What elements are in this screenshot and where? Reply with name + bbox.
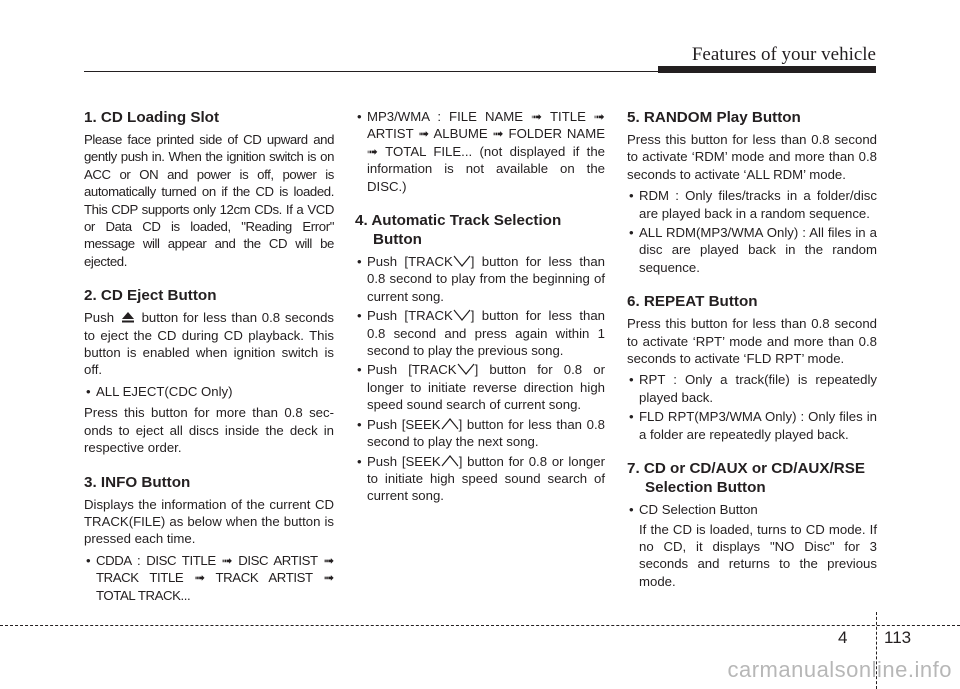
section-automatic-track-selection [355, 211, 605, 505]
bullet-list [627, 371, 877, 443]
column-2 [355, 108, 605, 521]
column-3 [627, 108, 877, 606]
text: button for less than 0.8 seconds to eject the CD during CD playback. This button is enabled when ignition switch is off. [84, 310, 334, 378]
list-item [355, 453, 605, 505]
text: Push [SEEK [367, 416, 441, 432]
section-random-play [627, 108, 877, 276]
list-item-body: If the CD is loaded, turns to CD mode. If no CD, it displays "NO Disc" for 3 seconds and returns to the previous mode. [639, 521, 877, 589]
paragraph: Displays the information of the current CD TRACK(FILE) as below when the button is pressed each time. [84, 496, 334, 547]
text: Push [TRACK [367, 254, 453, 270]
section-heading: 5. RANDOM Play Button [627, 109, 801, 126]
list-item [355, 416, 605, 451]
section-info-continued [355, 108, 605, 195]
text: ] button for 0.8 or longer to initiate high speed sound search of current song. [367, 453, 605, 504]
paragraph: Press this button for less than 0.8 second to activate ‘RPT’ mode and more than 0.8 seconds to activate ‘FLD RPT’ mode. [627, 316, 877, 367]
list-item: • FLD RPT(MP3/WMA Only) : Only files in a folder are repeatedly played back. [627, 408, 877, 443]
watermark: carmanualsonline.info [727, 657, 952, 682]
chevron-up-icon [441, 416, 459, 433]
section-heading: 4. Automatic Track Selection Button [355, 212, 562, 249]
section-cd-eject-button [84, 286, 334, 456]
section-cd-loading-slot [84, 108, 334, 270]
paragraph: Press this button for less than 0.8 second to activate ‘RDM’ mode and more than 0.8 seconds to activate ‘ALL RDM’ mode. [627, 132, 877, 182]
section-cd-selection [627, 459, 877, 590]
bullet-list [84, 552, 334, 604]
text: ] button for less than 0.8 second and press again within 1 second to play the previous song. [367, 308, 605, 359]
running-header: Features of your vehicle [691, 44, 876, 65]
chevron-down-icon [453, 307, 471, 324]
text: ] button for 0.8 or longer to initiate reverse direction high speed sound search of current song. [367, 362, 605, 413]
section-heading: 2. CD Eject Button [84, 287, 217, 305]
paragraph: Please face printed side of CD upward and gently push in. When the ignition switch is on ACC or ON and power is off, power is automatically turned on if the CD is loaded. This CDP supports only 12cm CDs. If a VCD or Data CD is loaded, "Reading Error" message will appear and the CD will be ejected. [84, 132, 334, 269]
column-1 [84, 108, 334, 620]
chapter-number: 4 [838, 628, 848, 647]
list-item: • ALL RDM(MP3/WMA Only) : All files in a disc are played back in the random sequence. [627, 224, 877, 276]
header-rule [84, 71, 876, 72]
section-heading: 3. INFO Button [84, 473, 191, 491]
bullet-list [84, 383, 334, 400]
footer-rule [0, 625, 960, 627]
chevron-down-icon [457, 361, 475, 378]
section-heading: 7. CD or CD/AUX or CD/AUX/RSE Selection Button [627, 460, 865, 497]
section-heading: 6. REPEAT Button [627, 293, 758, 311]
list-item: • MP3/WMA : FILE NAME ➟ TITLE ➟ ARTIST ➟ ALBUME ➟ FOLDER NAME ➟ TOTAL FILE... (not displayed if the information is not available on the DISC.) [355, 108, 605, 195]
bullet-list [355, 253, 605, 505]
section-repeat [627, 292, 877, 443]
bullet-list [355, 108, 605, 195]
paragraph: Press this button for more than 0.8 sec-onds to eject all discs inside the deck in respective order. [84, 405, 334, 456]
section-heading: 1. CD Loading Slot [84, 109, 219, 126]
eject-icon [119, 309, 137, 326]
chevron-up-icon [441, 453, 459, 470]
text: ] button for less than 0.8 second to play the next song. [367, 416, 605, 450]
list-item [355, 253, 605, 305]
section-info-button [84, 473, 334, 604]
text: ] button for less than 0.8 second to play from the beginning of current song. [367, 254, 605, 304]
text: Push [SEEK [367, 453, 441, 469]
text: Push [TRACK [367, 362, 457, 378]
text: Push [TRACK [367, 308, 453, 324]
list-item: • RPT : Only a track(file) is repeatedly played back. [627, 371, 877, 406]
list-item: • CD Selection Button [627, 501, 877, 518]
list-item: • RDM : Only files/tracks in a folder/disc are played back in a random sequence. [627, 187, 877, 222]
text: Push [84, 310, 115, 326]
list-item [355, 307, 605, 359]
paragraph [84, 309, 334, 379]
bullet-list [627, 187, 877, 276]
list-item: • CDDA : DISC TITLE ➟ DISC ARTIST ➟ TRACK TITLE ➟ TRACK ARTIST ➟ TOTAL TRACK... [84, 552, 334, 604]
bullet-list [627, 501, 877, 590]
list-item [355, 361, 605, 413]
list-item: • ALL EJECT(CDC Only) [84, 383, 334, 400]
chevron-down-icon [453, 253, 471, 270]
page-number: 113 [884, 628, 912, 647]
